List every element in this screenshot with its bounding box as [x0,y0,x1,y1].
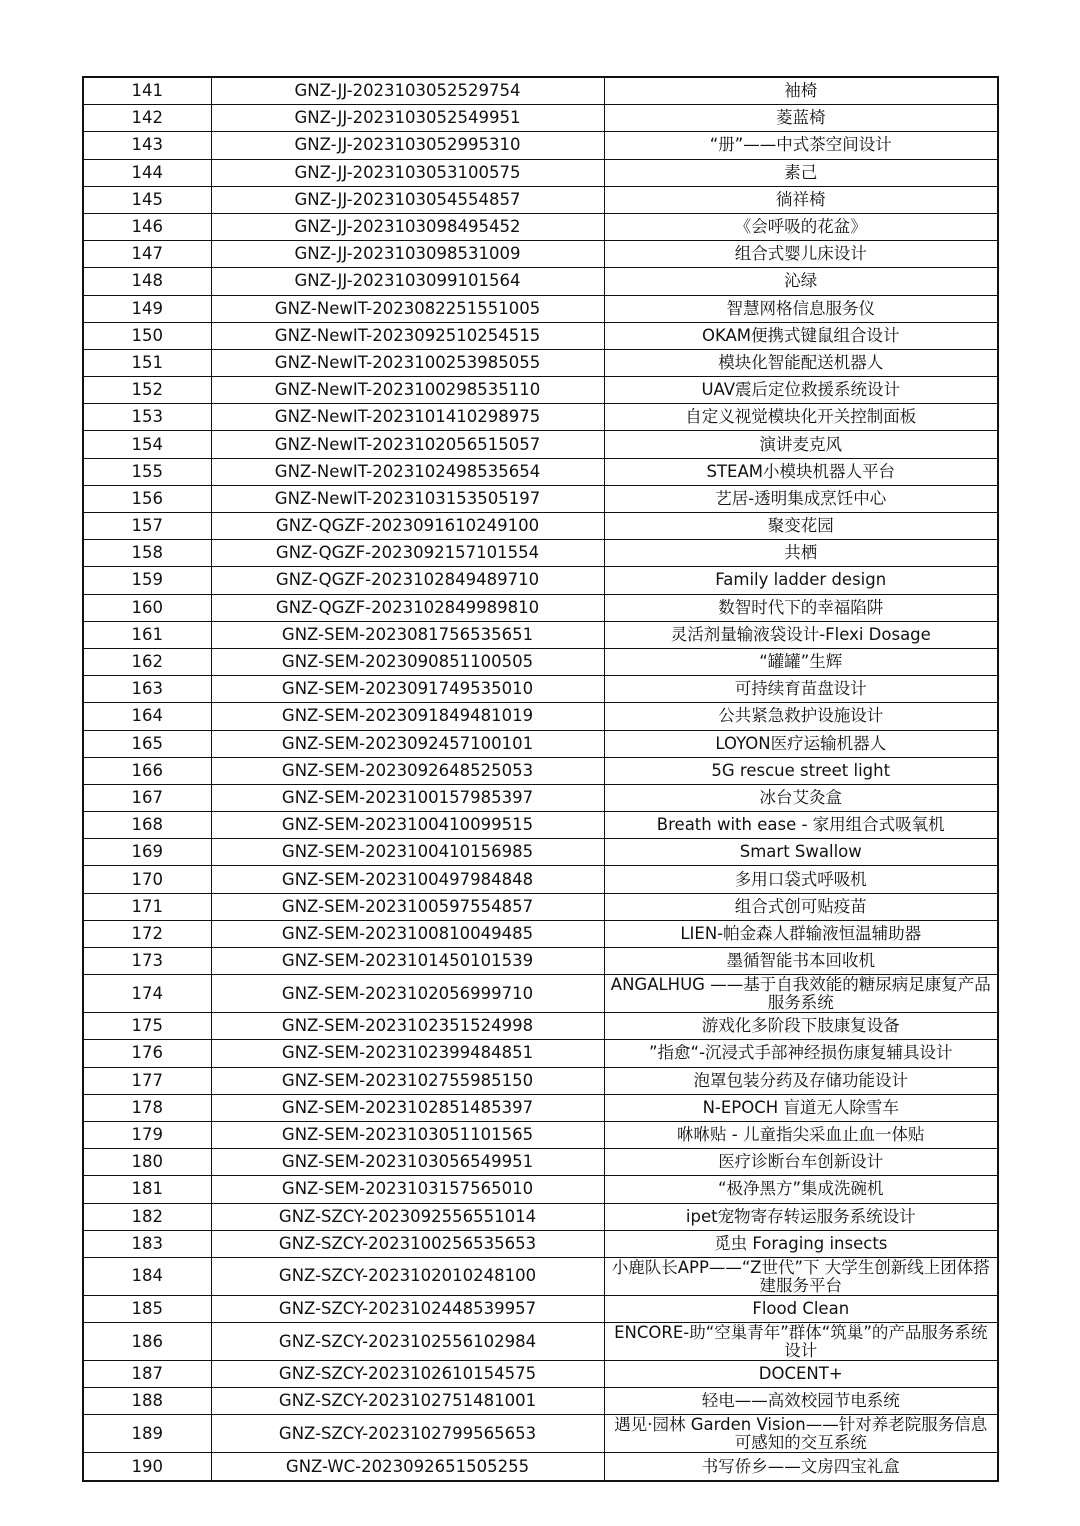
table-row [83,1149,998,1176]
project-name-cell: Breath with ease - 家用组合式吸氧机 [604,812,998,839]
table-row [83,132,998,159]
table-row [83,322,998,349]
project-name-cell: 《会呼吸的花盆》 [604,213,998,240]
entry-code-cell: GNZ-SZCY-2023102610154575 [211,1361,604,1388]
project-name-cell: 共栖 [604,540,998,567]
table-row [83,648,998,675]
entry-code-cell: GNZ-SEM-2023100157985397 [211,784,604,811]
table-row [83,540,998,567]
project-name-cell: 咻咻贴 - 儿童指尖采血止血一体贴 [604,1121,998,1148]
table-row [83,594,998,621]
row-number-cell: 180 [83,1149,211,1176]
entry-code-cell: GNZ-NewIT-2023082251551005 [211,295,604,322]
table-row [83,676,998,703]
project-name-cell: 组合式创可贴疫苗 [604,893,998,920]
entry-code-cell: GNZ-SEM-2023103157565010 [211,1176,604,1203]
project-name-cell: 聚变花园 [604,513,998,540]
table-row [83,839,998,866]
table-row [83,893,998,920]
row-number-cell: 154 [83,431,211,458]
row-number-cell: 157 [83,513,211,540]
entry-code-cell: GNZ-JJ-2023103098495452 [211,213,604,240]
row-number-cell: 142 [83,105,211,132]
project-name-cell: “册”——中式茶空间设计 [604,132,998,159]
entry-code-cell: GNZ-SZCY-2023102799565653 [211,1415,604,1453]
row-number-cell: 179 [83,1121,211,1148]
entry-code-cell: GNZ-JJ-2023103052549951 [211,105,604,132]
project-name-cell: 组合式婴儿床设计 [604,241,998,268]
entry-code-cell: GNZ-SEM-2023092648525053 [211,757,604,784]
table-row [83,77,998,105]
table-row [83,1176,998,1203]
project-name-cell: OKAM便携式键鼠组合设计 [604,322,998,349]
project-name-cell: 书写侨乡——文房四宝礼盒 [604,1453,998,1481]
row-number-cell: 147 [83,241,211,268]
project-name-cell: 智慧网格信息服务仪 [604,295,998,322]
table-row [83,1453,998,1481]
row-number-cell: 165 [83,730,211,757]
row-number-cell: 145 [83,186,211,213]
row-number-cell: 168 [83,812,211,839]
entry-code-cell: GNZ-SEM-2023092457100101 [211,730,604,757]
row-number-cell: 151 [83,349,211,376]
table-row [83,513,998,540]
table-row [83,1067,998,1094]
project-name-cell: ”指愈“-沉浸式手部神经损伤康复辅具设计 [604,1040,998,1067]
row-number-cell: 159 [83,567,211,594]
row-number-cell: 177 [83,1067,211,1094]
entry-code-cell: GNZ-SEM-2023100497984848 [211,866,604,893]
project-name-cell: ANGALHUG ——基于自我效能的糖尿病足康复产品服务系统 [604,975,998,1013]
row-number-cell: 163 [83,676,211,703]
row-number-cell: 155 [83,458,211,485]
entry-code-cell: GNZ-SZCY-2023092556551014 [211,1203,604,1230]
project-name-cell: 多用口袋式呼吸机 [604,866,998,893]
row-number-cell: 188 [83,1388,211,1415]
row-number-cell: 160 [83,594,211,621]
entry-code-cell: GNZ-JJ-2023103052529754 [211,77,604,105]
table-row [83,1415,998,1453]
project-name-cell: 菱蓝椅 [604,105,998,132]
entry-code-cell: GNZ-SEM-2023081756535651 [211,621,604,648]
row-number-cell: 152 [83,377,211,404]
table-row [83,458,998,485]
entry-code-cell: GNZ-NewIT-2023100253985055 [211,349,604,376]
row-number-cell: 185 [83,1295,211,1322]
entry-code-cell: GNZ-SEM-2023100810049485 [211,920,604,947]
project-name-cell: Smart Swallow [604,839,998,866]
table-row [83,621,998,648]
entry-code-cell: GNZ-SZCY-2023102448539957 [211,1295,604,1322]
row-number-cell: 161 [83,621,211,648]
entry-code-cell: GNZ-JJ-2023103054554857 [211,186,604,213]
entry-code-cell: GNZ-SEM-2023091749535010 [211,676,604,703]
row-number-cell: 158 [83,540,211,567]
project-name-cell: 游戏化多阶段下肢康复设备 [604,1013,998,1040]
row-number-cell: 164 [83,703,211,730]
row-number-cell: 144 [83,159,211,186]
project-name-cell: DOCENT+ [604,1361,998,1388]
row-number-cell: 166 [83,757,211,784]
row-number-cell: 181 [83,1176,211,1203]
entry-code-cell: GNZ-NewIT-2023103153505197 [211,485,604,512]
project-name-cell: 可持续育苗盘设计 [604,676,998,703]
project-name-cell: ENCORE-助“空巢青年”群体“筑巢”的产品服务系统设计 [604,1323,998,1361]
project-name-cell: 自定义视觉模块化开关控制面板 [604,404,998,431]
table-row [83,485,998,512]
entry-code-cell: GNZ-SEM-2023100410156985 [211,839,604,866]
entry-code-cell: GNZ-NewIT-2023102498535654 [211,458,604,485]
table-row [83,567,998,594]
table-row [83,213,998,240]
table-row [83,757,998,784]
project-name-cell: UAV震后定位救援系统设计 [604,377,998,404]
table-row [83,1230,998,1257]
project-name-cell: “极净黑方”集成洗碗机 [604,1176,998,1203]
entry-code-cell: GNZ-NewIT-2023102056515057 [211,431,604,458]
project-name-cell: 沁绿 [604,268,998,295]
table-row [83,105,998,132]
project-name-cell: 徜祥椅 [604,186,998,213]
project-name-cell: 墨循智能书本回收机 [604,948,998,975]
project-name-cell: 素己 [604,159,998,186]
entry-code-cell: GNZ-SEM-2023103056549951 [211,1149,604,1176]
row-number-cell: 182 [83,1203,211,1230]
table-row [83,1121,998,1148]
row-number-cell: 175 [83,1013,211,1040]
table-row [83,730,998,757]
row-number-cell: 149 [83,295,211,322]
entry-code-cell: GNZ-JJ-2023103053100575 [211,159,604,186]
project-name-cell: 医疗诊断台车创新设计 [604,1149,998,1176]
project-name-cell: 灵活剂量输液袋设计-Flexi Dosage [604,621,998,648]
table-row [83,1094,998,1121]
row-number-cell: 183 [83,1230,211,1257]
table-row [83,1388,998,1415]
table-row [83,975,998,1013]
entry-code-cell: GNZ-QGZF-2023102849989810 [211,594,604,621]
row-number-cell: 169 [83,839,211,866]
row-number-cell: 173 [83,948,211,975]
project-name-cell: 冰台艾灸盒 [604,784,998,811]
project-name-cell: 轻电——高效校园节电系统 [604,1388,998,1415]
entry-code-cell: GNZ-SEM-2023102351524998 [211,1013,604,1040]
table-row [83,268,998,295]
row-number-cell: 146 [83,213,211,240]
entry-code-cell: GNZ-QGZF-2023091610249100 [211,513,604,540]
row-number-cell: 174 [83,975,211,1013]
entry-code-cell: GNZ-NewIT-2023100298535110 [211,377,604,404]
entry-code-cell: GNZ-SEM-2023090851100505 [211,648,604,675]
entry-code-cell: GNZ-JJ-2023103052995310 [211,132,604,159]
row-number-cell: 141 [83,77,211,105]
project-name-cell: 小鹿队长APP——“Z世代”下 大学生创新线上团体搭建服务平台 [604,1257,998,1295]
table-row [83,241,998,268]
table-row [83,1203,998,1230]
project-name-cell: N-EPOCH 盲道无人除雪车 [604,1094,998,1121]
table-row [83,784,998,811]
row-number-cell: 187 [83,1361,211,1388]
entry-code-cell: GNZ-QGZF-2023092157101554 [211,540,604,567]
entry-code-cell: GNZ-SZCY-2023102556102984 [211,1323,604,1361]
project-name-cell: 演讲麦克风 [604,431,998,458]
table-row [83,186,998,213]
table-row [83,1013,998,1040]
table-row [83,866,998,893]
table-row [83,948,998,975]
table-row [83,295,998,322]
project-name-cell: 模块化智能配送机器人 [604,349,998,376]
row-number-cell: 167 [83,784,211,811]
table-row [83,404,998,431]
table-row [83,377,998,404]
project-name-cell: 数智时代下的幸福陷阱 [604,594,998,621]
entry-code-cell: GNZ-SEM-2023102399484851 [211,1040,604,1067]
project-name-cell: 遇见·园林 Garden Vision——针对养老院服务信息可感知的交互系统 [604,1415,998,1453]
entry-code-cell: GNZ-SEM-2023091849481019 [211,703,604,730]
table-row [83,812,998,839]
table-body [83,77,998,1481]
table-row [83,349,998,376]
project-name-cell: STEAM小模块机器人平台 [604,458,998,485]
entry-code-cell: GNZ-SZCY-2023102751481001 [211,1388,604,1415]
project-name-cell: 公共紧急救护设施设计 [604,703,998,730]
entry-code-cell: GNZ-SZCY-2023102010248100 [211,1257,604,1295]
entry-code-cell: GNZ-NewIT-2023101410298975 [211,404,604,431]
entry-code-cell: GNZ-NewIT-2023092510254515 [211,322,604,349]
row-number-cell: 156 [83,485,211,512]
row-number-cell: 170 [83,866,211,893]
entry-code-cell: GNZ-QGZF-2023102849489710 [211,567,604,594]
table-row [83,920,998,947]
entry-code-cell: GNZ-SEM-2023103051101565 [211,1121,604,1148]
project-name-cell: Flood Clean [604,1295,998,1322]
entry-code-cell: GNZ-JJ-2023103099101564 [211,268,604,295]
project-list-table [82,76,999,1482]
entry-code-cell: GNZ-WC-2023092651505255 [211,1453,604,1481]
entry-code-cell: GNZ-SEM-2023102056999710 [211,975,604,1013]
entry-code-cell: GNZ-SEM-2023102851485397 [211,1094,604,1121]
entry-code-cell: GNZ-JJ-2023103098531009 [211,241,604,268]
row-number-cell: 150 [83,322,211,349]
project-name-cell: LOYON医疗运输机器人 [604,730,998,757]
row-number-cell: 162 [83,648,211,675]
table-row [83,1040,998,1067]
table-row [83,1323,998,1361]
row-number-cell: 171 [83,893,211,920]
table-row [83,1295,998,1322]
project-name-cell: 觅虫 Foraging insects [604,1230,998,1257]
project-name-cell: LIEN-帕金森人群输液恒温辅助器 [604,920,998,947]
row-number-cell: 143 [83,132,211,159]
project-name-cell: Family ladder design [604,567,998,594]
table-row [83,1361,998,1388]
row-number-cell: 172 [83,920,211,947]
project-name-cell: 5G rescue street light [604,757,998,784]
project-name-cell: 泡罩包装分药及存储功能设计 [604,1067,998,1094]
table-row [83,159,998,186]
entry-code-cell: GNZ-SEM-2023101450101539 [211,948,604,975]
table-row [83,431,998,458]
row-number-cell: 186 [83,1323,211,1361]
entry-code-cell: GNZ-SEM-2023100597554857 [211,893,604,920]
entry-code-cell: GNZ-SZCY-2023100256535653 [211,1230,604,1257]
project-name-cell: “罐罐”生辉 [604,648,998,675]
entry-code-cell: GNZ-SEM-2023102755985150 [211,1067,604,1094]
row-number-cell: 178 [83,1094,211,1121]
row-number-cell: 148 [83,268,211,295]
row-number-cell: 153 [83,404,211,431]
project-name-cell: ipet宠物寄存转运服务系统设计 [604,1203,998,1230]
table-row [83,703,998,730]
project-name-cell: 袖椅 [604,77,998,105]
project-name-cell: 艺居-透明集成烹饪中心 [604,485,998,512]
table-row [83,1257,998,1295]
entry-code-cell: GNZ-SEM-2023100410099515 [211,812,604,839]
row-number-cell: 176 [83,1040,211,1067]
row-number-cell: 190 [83,1453,211,1481]
row-number-cell: 184 [83,1257,211,1295]
row-number-cell: 189 [83,1415,211,1453]
